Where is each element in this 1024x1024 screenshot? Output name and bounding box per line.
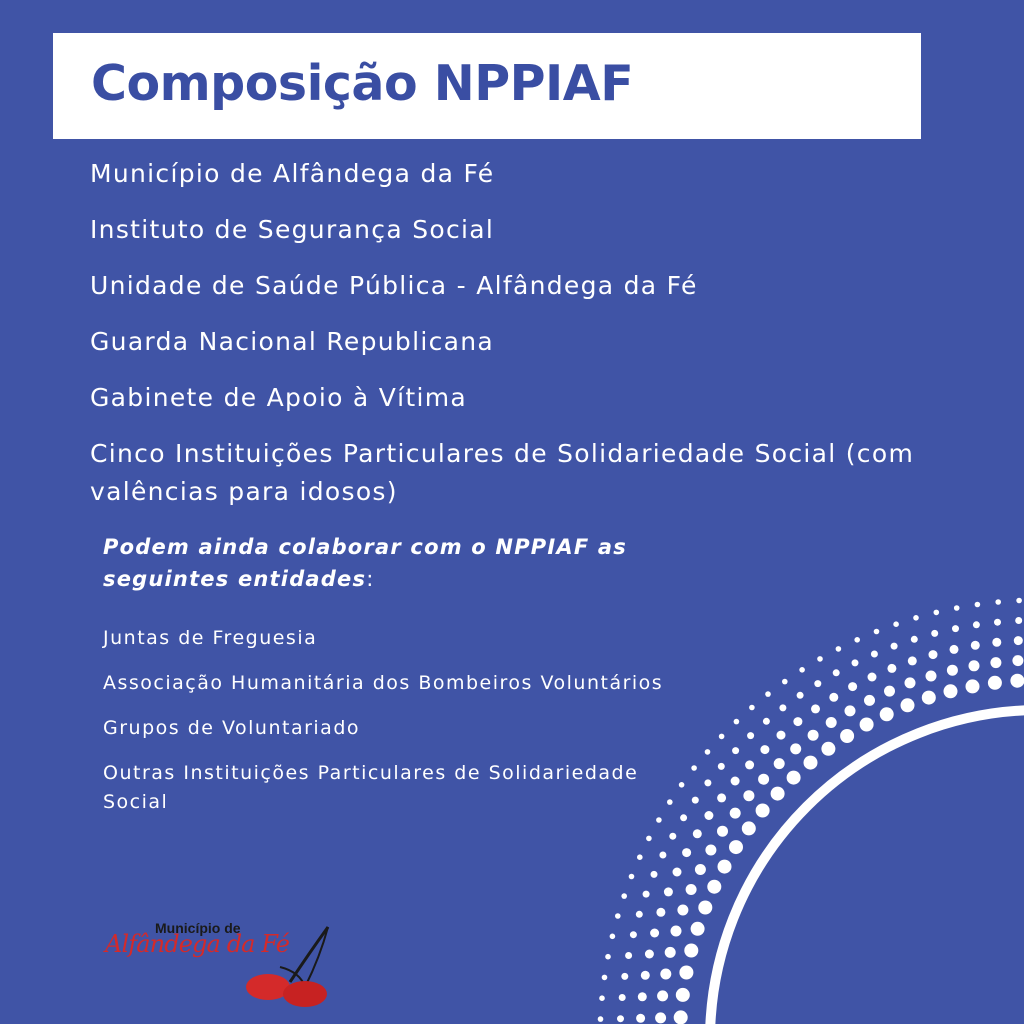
collaborate-heading-text: Podem ainda colaborar com o NPPIAF as seguintes entidades xyxy=(103,535,627,591)
decoration-dot xyxy=(931,630,938,637)
decoration-dot xyxy=(691,922,705,936)
decoration-dot xyxy=(747,732,754,739)
decoration-dot xyxy=(760,745,769,754)
decoration-dot xyxy=(848,682,857,691)
decoration-dot xyxy=(680,814,687,821)
decoration-dot xyxy=(829,693,838,702)
decoration-dot xyxy=(719,734,725,740)
decoration-dot xyxy=(966,679,980,693)
decoration-dot xyxy=(705,749,711,755)
decoration-dot xyxy=(718,860,732,874)
decoration-dot xyxy=(676,988,690,1002)
list-item: Gabinete de Apoio à Vítima xyxy=(90,383,468,412)
decoration-dot xyxy=(673,868,682,877)
decoration-dot xyxy=(860,718,874,732)
decoration-dot xyxy=(659,852,666,859)
decoration-dot xyxy=(743,790,754,801)
decoration-dot xyxy=(854,637,860,643)
decoration-dot xyxy=(988,676,1002,690)
decoration-dot xyxy=(682,848,691,857)
decoration-dot xyxy=(669,833,676,840)
decoration-dot xyxy=(779,704,786,711)
decoration-dot xyxy=(944,684,958,698)
decoration-dot xyxy=(598,1016,604,1022)
decoration-dot xyxy=(621,973,628,980)
page-title: Composição NPPIAF xyxy=(91,55,634,112)
decoration-dot xyxy=(684,944,698,958)
decoration-dot xyxy=(674,1010,688,1024)
decoration-dot xyxy=(749,705,755,711)
decoration-dot xyxy=(765,691,771,697)
decoration-dot xyxy=(868,673,877,682)
decoration-dot xyxy=(774,758,785,769)
list-item: Grupos de Voluntariado xyxy=(103,717,361,739)
decoration-dot xyxy=(947,665,958,676)
decoration-dot xyxy=(969,660,980,671)
decoration-dot xyxy=(787,771,801,785)
decoration-dot xyxy=(732,747,739,754)
decoration-dot xyxy=(656,908,665,917)
decoration-dot xyxy=(619,994,626,1001)
decoration-dot xyxy=(836,646,842,652)
decoration-dot xyxy=(707,880,721,894)
decoration-dot xyxy=(731,777,740,786)
decoration-dot xyxy=(1010,674,1024,688)
decoration-dot xyxy=(718,763,725,770)
white-ring-decoration xyxy=(710,710,1024,1024)
decoration-dot xyxy=(893,621,899,627)
decoration-dot xyxy=(790,743,801,754)
decoration-dot xyxy=(734,719,740,725)
collaborate-heading-colon: : xyxy=(366,567,375,591)
decoration-dot xyxy=(625,952,632,959)
decoration-dot xyxy=(617,1015,624,1022)
logo-top-text: Município de xyxy=(155,920,241,936)
decoration-dot xyxy=(641,971,650,980)
decoration-dot xyxy=(913,615,919,621)
decoration-dot xyxy=(621,893,627,899)
decoration-dot xyxy=(971,641,980,650)
list-item: Município de Alfândega da Fé xyxy=(90,159,495,188)
decoration-dot xyxy=(730,808,741,819)
decoration-dot xyxy=(891,643,898,650)
list-item: Guarda Nacional Republicana xyxy=(90,327,495,356)
decoration-dot xyxy=(664,887,673,896)
decoration-dot xyxy=(651,871,658,878)
decoration-dot xyxy=(992,638,1001,647)
decoration-dot xyxy=(667,799,673,805)
list-item: Cinco Instituições Particulares de Solidariedade Social (com valências para idosos) xyxy=(90,439,915,506)
decoration-dot xyxy=(908,656,917,665)
decoration-dot xyxy=(817,656,823,662)
decoration-dot xyxy=(874,629,880,635)
decoration-dot xyxy=(656,817,662,823)
decoration-dot xyxy=(665,947,676,958)
decoration-dot xyxy=(1016,598,1022,604)
decoration-dot xyxy=(821,742,835,756)
decoration-dot xyxy=(704,779,711,786)
decoration-dot xyxy=(646,836,652,842)
decoration-dot xyxy=(717,793,726,802)
decoration-dot xyxy=(660,969,671,980)
decoration-dot xyxy=(804,756,818,770)
decoration-dot xyxy=(629,874,635,880)
list-item: Outras Instituições Particulares de Solidariedade Social xyxy=(103,762,639,813)
list-item: Juntas de Freguesia xyxy=(103,627,318,649)
decoration-dot xyxy=(763,718,770,725)
decoration-dot xyxy=(692,797,699,804)
decoration-dot xyxy=(782,679,788,685)
decoration-dot xyxy=(797,692,804,699)
decoration-dot xyxy=(1012,655,1023,666)
decoration-dot xyxy=(871,651,878,658)
decoration-dot xyxy=(705,845,716,856)
decoration-dot xyxy=(922,691,936,705)
decoration-dot xyxy=(605,954,611,960)
decoration-dot xyxy=(745,760,754,769)
decoration-dot xyxy=(811,704,820,713)
decoration-dot xyxy=(808,730,819,741)
decoration-dot xyxy=(901,698,915,712)
decoration-dot xyxy=(952,625,959,632)
decoration-dot xyxy=(905,677,916,688)
decoration-dot xyxy=(645,950,654,959)
list-item: Unidade de Saúde Pública - Alfândega da Fé xyxy=(90,271,698,300)
decoration-dot xyxy=(758,774,769,785)
decoration-dot xyxy=(691,765,697,771)
decoration-dot xyxy=(994,619,1001,626)
decoration-dot xyxy=(636,1014,645,1023)
decoration-dot xyxy=(833,669,840,676)
decoration-dot xyxy=(814,680,821,687)
decoration-dot xyxy=(610,934,616,940)
logo-script-text: Alfândega da Fé xyxy=(105,930,290,958)
decoration-dot xyxy=(771,787,785,801)
decoration-dot xyxy=(671,926,682,937)
decoration-dot xyxy=(704,811,713,820)
decoration-dot xyxy=(615,913,621,919)
decoration-dot xyxy=(657,990,668,1001)
decoration-dot xyxy=(655,1012,666,1023)
decoration-dot xyxy=(677,905,688,916)
municipality-logo xyxy=(100,912,340,1012)
dotted-arc-decoration xyxy=(597,597,1024,1024)
decoration-dot xyxy=(638,992,647,1001)
decoration-dot xyxy=(929,650,938,659)
decoration-dot xyxy=(1015,617,1022,624)
decoration-dot xyxy=(695,864,706,875)
decoration-dot xyxy=(880,707,894,721)
decoration-dot xyxy=(864,695,875,706)
decoration-dot xyxy=(602,975,608,981)
decoration-dot xyxy=(630,931,637,938)
decoration-dot xyxy=(911,636,918,643)
list-item: Instituto de Segurança Social xyxy=(90,215,495,244)
decoration-dot xyxy=(1014,636,1023,645)
decoration-dot xyxy=(845,705,856,716)
decoration-dot xyxy=(636,911,643,918)
decoration-dot xyxy=(793,717,802,726)
decoration-dot xyxy=(599,995,605,1001)
decoration-dot xyxy=(742,821,756,835)
decoration-dot xyxy=(887,664,896,673)
decoration-dot xyxy=(693,829,702,838)
decoration-dot xyxy=(975,602,981,608)
decoration-dot xyxy=(698,901,712,915)
decoration-dot xyxy=(729,840,743,854)
decoration-dot xyxy=(852,659,859,666)
decoration-dot xyxy=(756,804,770,818)
decoration-dot xyxy=(679,966,693,980)
decoration-dot xyxy=(926,671,937,682)
decoration-dot xyxy=(679,782,685,788)
decoration-dot xyxy=(643,891,650,898)
decoration-dot xyxy=(954,605,960,611)
decoration-dot xyxy=(637,854,643,860)
decoration-dot xyxy=(686,884,697,895)
decoration-dot xyxy=(777,731,786,740)
decoration-dot xyxy=(717,826,728,837)
decoration-dot xyxy=(884,686,895,697)
decoration-dot xyxy=(934,610,940,616)
decoration-dot xyxy=(840,729,854,743)
decoration-dot xyxy=(950,645,959,654)
decoration-dot xyxy=(799,667,805,673)
decoration-dot xyxy=(650,929,659,938)
decoration-dot xyxy=(973,621,980,628)
decoration-dot xyxy=(995,599,1001,605)
decoration-dot xyxy=(990,657,1001,668)
decoration-dot xyxy=(826,717,837,728)
list-item: Associação Humanitária dos Bombeiros Voluntários xyxy=(103,672,664,694)
